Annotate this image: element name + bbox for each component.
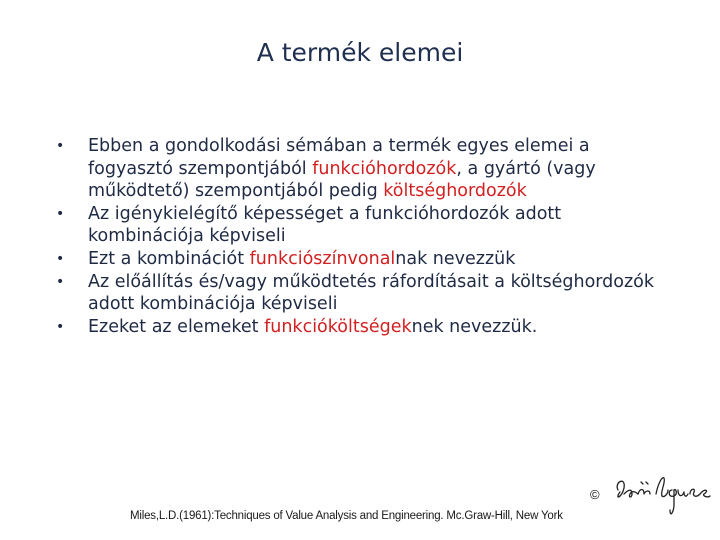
bullet-text: nek nevezzük. xyxy=(411,316,538,337)
bullet-dot: • xyxy=(56,273,65,290)
bullet-item xyxy=(56,203,676,248)
bullet-item xyxy=(56,135,676,203)
bullet-text: Ebben a gondolkodási sémában a termék egyes elemei a fogyasztó szempontjából xyxy=(88,136,590,179)
bullet-text: Az igénykielégítő képességet a funkcióhordozók adott kombinációja képviseli xyxy=(88,203,562,247)
bullet-text: , a gyártó (vagy működtető) szempontjából pedig xyxy=(88,158,596,202)
bullet-dot: • xyxy=(56,205,65,222)
bullet-item xyxy=(56,316,676,339)
bullet-text: Ezt a kombinációt xyxy=(88,248,250,269)
bullet-dot: • xyxy=(56,318,65,335)
highlight-term: funkcióköltségek xyxy=(264,316,412,337)
slide-title: A termék elemei xyxy=(256,38,464,67)
bullet-item xyxy=(56,248,676,271)
highlight-term: funkciószínvonal xyxy=(249,248,396,269)
bullet-dot: • xyxy=(56,250,65,267)
highlight-term: funkcióhordozók xyxy=(312,158,457,179)
bullet-list xyxy=(56,135,676,338)
highlight-term: költséghordozók xyxy=(383,181,527,202)
bullet-dot: • xyxy=(56,138,65,154)
bullet-text: Az előállítás és/vagy működtetés ráfordításait a költséghordozók adott kombinációja képviseli xyxy=(88,271,655,315)
bullet-item xyxy=(56,271,676,316)
copyright-symbol: © xyxy=(590,487,600,502)
bullet-text: nak nevezzük xyxy=(395,248,516,269)
handwritten-signature xyxy=(610,470,715,525)
citation: Miles,L.D.(1961):Techniques of Value Analysis and Engineering. Mc.Graw-Hill, New York xyxy=(130,510,563,522)
bullet-text: Ezeket az elemeket xyxy=(88,316,265,337)
